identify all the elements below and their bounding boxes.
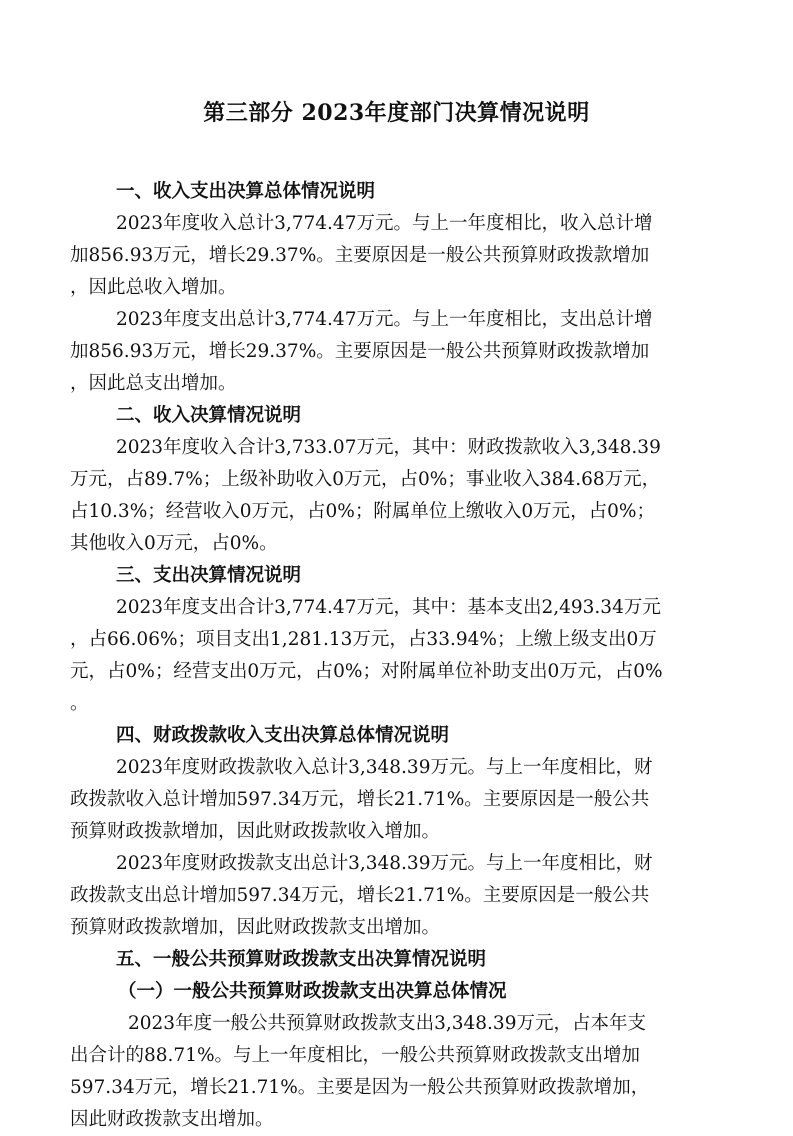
paragraph-line: 占10.3%；经营收入0万元，占0%；附属单位上缴收入0万元，占0%； xyxy=(70,501,656,522)
paragraph-line: 元，占0%；经营支出0万元，占0%；对附属单位补助支出0万元，占0% xyxy=(70,661,663,682)
section-heading: 四、财政拨款收入支出决算总体情况说明 xyxy=(116,725,450,746)
paragraph-line: 万元，占89.7%；上级补助收入0万元，占0%；事业收入384.68万元， xyxy=(70,469,661,490)
paragraph-line: 2023年度财政拨款支出总计3,348.39万元。与上一年度相比，财 xyxy=(116,853,653,874)
paragraph-line: 2023年度收入合计3,733.07万元，其中：财政拨款收入3,348.39 xyxy=(116,437,661,458)
paragraph-line: 出合计的88.71%。与上一年度相比，一般公共预算财政拨款支出增加 xyxy=(70,1045,641,1066)
paragraph-line: 预算财政拨款增加，因此财政拨款收入增加。 xyxy=(70,821,441,842)
paragraph-line: 政拨款收入总计增加597.34万元，增长21.71%。主要原因是一般公共 xyxy=(70,789,650,810)
subsection-heading: （一）一般公共预算财政拨款支出决算总体情况 xyxy=(118,981,507,1002)
paragraph-line: 其他收入0万元，占0%。 xyxy=(70,533,278,554)
paragraph-line: 2023年度支出总计3,774.47万元。与上一年度相比，支出总计增 xyxy=(116,309,653,330)
section-heading: 五、一般公共预算财政拨款支出决算情况说明 xyxy=(116,949,487,970)
document-title: 第三部分 2023年度部门决算情况说明 xyxy=(203,100,590,126)
document-body xyxy=(70,176,720,1136)
paragraph-line: 因此财政拨款支出增加。 xyxy=(70,1109,274,1130)
paragraph-line: 2023年度财政拨款收入总计3,348.39万元。与上一年度相比，财 xyxy=(116,757,653,778)
paragraph-line: 2023年度一般公共预算财政拨款支出3,348.39万元，占本年支 xyxy=(128,1013,646,1034)
paragraph-line: 597.34万元，增长21.71%。主要是因为一般公共预算财政拨款增加， xyxy=(70,1077,650,1098)
section-heading: 三、支出决算情况说明 xyxy=(116,565,302,586)
paragraph-line: ，因此总收入增加。 xyxy=(70,277,237,298)
paragraph-line: 2023年度收入总计3,774.47万元。与上一年度相比，收入总计增 xyxy=(116,213,653,234)
paragraph-line: 。 xyxy=(70,693,89,714)
paragraph-line: 政拨款支出总计增加597.34万元，增长21.71%。主要原因是一般公共 xyxy=(70,885,650,906)
paragraph-line: 加856.93万元，增长29.37%。主要原因是一般公共预算财政拨款增加 xyxy=(70,245,650,266)
paragraph-line: 2023年度支出合计3,774.47万元，其中：基本支出2,493.34万元 xyxy=(116,597,661,618)
paragraph-line: 加856.93万元，增长29.37%。主要原因是一般公共预算财政拨款增加 xyxy=(70,341,650,362)
section-heading: 二、收入决算情况说明 xyxy=(116,405,302,426)
paragraph-line: 预算财政拨款增加，因此财政拨款支出增加。 xyxy=(70,917,441,938)
paragraph-line: ，占66.06%；项目支出1,281.13万元，占33.94%；上缴上级支出0万 xyxy=(70,629,657,650)
section-heading: 一、收入支出决算总体情况说明 xyxy=(116,181,376,202)
paragraph-line: ，因此总支出增加。 xyxy=(70,373,237,394)
